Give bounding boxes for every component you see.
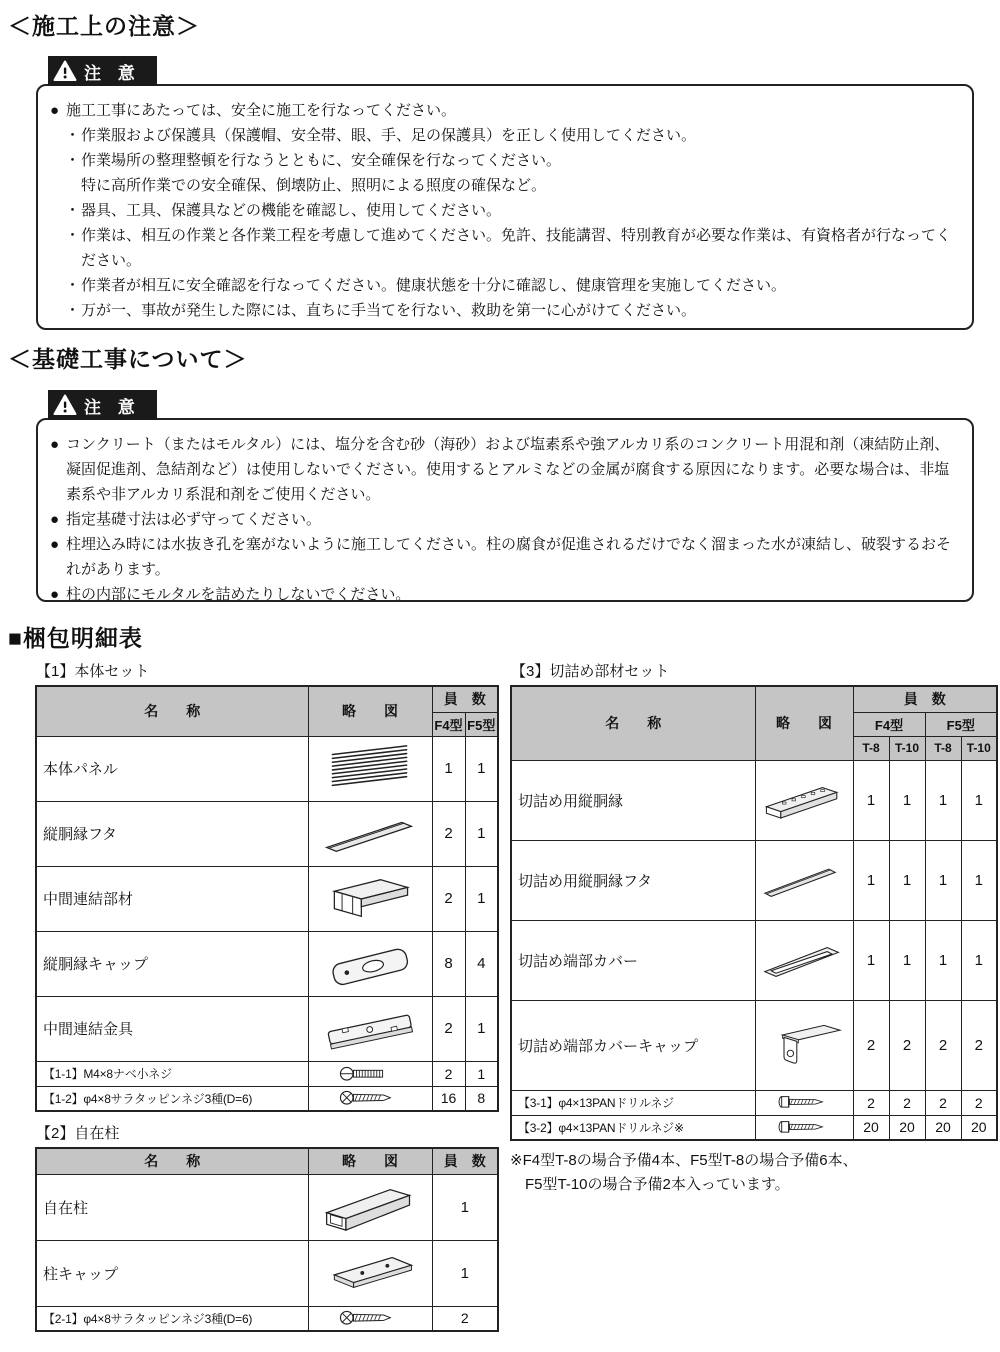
bullet-marker: ●: [50, 586, 60, 603]
footnote-line: ※F4型T-8の場合予備4本、F5型T-8の場合予備6本、: [510, 1152, 858, 1169]
qty-value: 1: [853, 920, 889, 1000]
table-row: [36, 1306, 498, 1331]
qty-value: 20: [925, 1115, 961, 1140]
col-header-size: T-10: [961, 736, 997, 760]
thin-bar-icon: [755, 840, 853, 920]
end-cover-icon: [755, 920, 853, 1000]
screw-tap-icon: [308, 1086, 432, 1111]
qty-value: 1: [465, 866, 498, 931]
col-header-qty: 員 数: [853, 686, 997, 712]
table-row: [36, 801, 498, 866]
bullet-marker: ●: [50, 511, 60, 528]
qty-value: 2: [432, 1306, 498, 1331]
col-header-model: F4型: [853, 712, 925, 736]
qty-value: 1: [925, 920, 961, 1000]
qty-value: 1: [961, 760, 997, 840]
part-name: 自在柱: [36, 1174, 308, 1240]
qty-value: 2: [432, 801, 465, 866]
qty-value: 1: [853, 840, 889, 920]
table-row: [511, 920, 997, 1000]
construction-note: 特に高所作業での安全確保、倒壊防止、照明による照度の確保など。: [81, 177, 547, 194]
col-header-name: 名 称: [36, 686, 308, 736]
construction-note: ・ 作業は、相互の作業と各作業工程を考慮して進めてください。免許、技能講習、特別教育が必要な作業は、有資格者が行なってください。: [65, 223, 956, 273]
qty-value: 1: [432, 1240, 498, 1306]
cut-set-table: [510, 685, 998, 1141]
cut-set-caption: 【3】切詰め部材セット: [511, 663, 670, 680]
part-name: 切詰め端部カバーキャップ: [511, 1000, 755, 1090]
caution-label-text: 注 意: [84, 63, 141, 83]
qty-value: 2: [961, 1000, 997, 1090]
post-caption: 【2】自在柱: [36, 1125, 120, 1142]
bullet-marker: ・: [65, 152, 81, 169]
qty-value: 2: [961, 1090, 997, 1115]
col-header-qty: 員 数: [432, 686, 498, 712]
foundation-notes: [50, 432, 956, 607]
qty-value: 20: [961, 1115, 997, 1140]
notch-bar-icon: [755, 760, 853, 840]
body-set-table: [35, 685, 499, 1112]
construction-note: ・ 器具、工具、保護具などの機能を確認し、使用してください。: [65, 198, 956, 223]
qty-value: 1: [889, 920, 925, 1000]
bullet-marker: ・: [65, 127, 81, 144]
table-row: [511, 1115, 997, 1140]
part-name: 【1-2】φ4×8サラタッピンネジ3種(D=6): [36, 1086, 308, 1111]
col-header-diagram: 略 図: [755, 686, 853, 760]
foundation-note: ● 柱の内部にモルタルを詰めたりしないでください。: [50, 582, 956, 607]
table-row: [36, 1061, 498, 1086]
qty-value: 20: [853, 1115, 889, 1140]
qty-value: 20: [889, 1115, 925, 1140]
post-cap-icon: [308, 1240, 432, 1306]
qty-value: 2: [432, 1061, 465, 1086]
body-set-caption: 【1】本体セット: [36, 663, 150, 680]
col-header-size: T-8: [925, 736, 961, 760]
part-name: 縦胴縁キャップ: [36, 931, 308, 996]
bullet-marker: ●: [50, 102, 60, 119]
qty-value: 2: [889, 1090, 925, 1115]
qty-value: 4: [465, 931, 498, 996]
warning-triangle-icon: [53, 394, 77, 416]
channel-icon: [308, 866, 432, 931]
end-cap-icon: [755, 1000, 853, 1090]
qty-value: 1: [853, 760, 889, 840]
col-header-qty: 員 数: [432, 1148, 498, 1174]
table-row: [36, 866, 498, 931]
qty-value: 2: [432, 996, 465, 1061]
qty-value: 2: [853, 1000, 889, 1090]
qty-value: 1: [961, 920, 997, 1000]
table-row: [511, 1090, 997, 1115]
construction-note: ● 施工工事にあたっては、安全に施工を行なってください。: [50, 98, 956, 123]
part-name: 切詰め端部カバー: [511, 920, 755, 1000]
post-icon: [308, 1174, 432, 1240]
part-name: 切詰め用縦胴縁フタ: [511, 840, 755, 920]
qty-value: 1: [465, 801, 498, 866]
qty-value: 1: [465, 736, 498, 801]
col-header-name: 名 称: [36, 1148, 308, 1174]
packing-right-column: [510, 660, 998, 1197]
part-name: 柱キャップ: [36, 1240, 308, 1306]
construction-notes: [50, 98, 956, 323]
part-name: 切詰め用縦胴縁: [511, 760, 755, 840]
qty-value: 2: [432, 866, 465, 931]
warning-triangle-icon: [53, 60, 77, 82]
screw-pan-icon: [308, 1061, 432, 1086]
part-name: 中間連結金具: [36, 996, 308, 1061]
cut-set-footnote: [510, 1149, 998, 1197]
table-row: [36, 931, 498, 996]
qty-value: 1: [465, 996, 498, 1061]
construction-note: ・ 作業場所の整理整頓を行なうとともに、安全確保を行なってください。: [65, 148, 956, 173]
qty-value: 2: [889, 1000, 925, 1090]
qty-value: 2: [925, 1000, 961, 1090]
qty-value: 16: [432, 1086, 465, 1111]
qty-value: 8: [432, 931, 465, 996]
bullet-marker: ・: [65, 227, 81, 244]
construction-note: ・ 作業者が相互に安全確認を行なってください。健康状態を十分に確認し、健康管理を実施してください。: [65, 273, 956, 298]
construction-note: ・ 作業服および保護具（保護帽、安全帯、眼、手、足の保護具）を正しく使用してください。: [65, 123, 956, 148]
col-header-model: F4型: [432, 712, 465, 736]
caution-label: [48, 56, 157, 86]
flat-bar-icon: [308, 801, 432, 866]
col-header-diagram: 略 図: [308, 686, 432, 736]
footnote-line: F5型T-10の場合予備2本入っています。: [510, 1176, 790, 1193]
table-row: [511, 1000, 997, 1090]
foundation-note: ● コンクリート（またはモルタル）には、塩分を含む砂（海砂）および塩素系や強アルカリ系のコンクリート用混和剤（凍結防止剤、凝固促進剤、急結剤など）は使用しないでください。使用するとアルミなどの金属が腐食する原因になります。必要な場合は、非塩素系や非アルカリ系混和剤をご使用ください。: [50, 432, 956, 507]
part-name: 中間連結部材: [36, 866, 308, 931]
qty-value: 1: [889, 840, 925, 920]
part-name: 本体パネル: [36, 736, 308, 801]
caution-label-text: 注 意: [84, 397, 141, 417]
screw-tap-icon: [308, 1306, 432, 1331]
qty-value: 8: [465, 1086, 498, 1111]
qty-value: 1: [925, 760, 961, 840]
caution-label: [48, 390, 157, 420]
part-name: 【3-2】φ4×13PANドリルネジ※: [511, 1115, 755, 1140]
part-name: 縦胴縁フタ: [36, 801, 308, 866]
post-table: [35, 1147, 499, 1332]
col-header-model: F5型: [925, 712, 997, 736]
qty-value: 1: [889, 760, 925, 840]
qty-value: 2: [925, 1090, 961, 1115]
panel-stack-icon: [308, 736, 432, 801]
screw-drill-icon: [755, 1115, 853, 1140]
bracket-plate-icon: [308, 996, 432, 1061]
section-title-foundation: ＜基礎工事について＞: [8, 346, 248, 372]
bullet-marker: ・: [65, 277, 81, 294]
col-header-diagram: 略 図: [308, 1148, 432, 1174]
bullet-marker: ・: [65, 202, 81, 219]
qty-value: 1: [925, 840, 961, 920]
part-name: 【2-1】φ4×8サラタッピンネジ3種(D=6): [36, 1306, 308, 1331]
packing-list-title: ■梱包明細表: [8, 625, 143, 651]
col-header-model: F5型: [465, 712, 498, 736]
table-row: [511, 840, 997, 920]
qty-value: 1: [432, 1174, 498, 1240]
qty-value: 2: [853, 1090, 889, 1115]
qty-value: 1: [432, 736, 465, 801]
table-row: [36, 996, 498, 1061]
packing-left-column: [35, 660, 499, 1332]
foundation-note: ● 指定基礎寸法は必ず守ってください。: [50, 507, 956, 532]
bullet-marker: ●: [50, 536, 60, 553]
section-title-construction: ＜施工上の注意＞: [8, 13, 200, 39]
part-name: 【3-1】φ4×13PANドリルネジ: [511, 1090, 755, 1115]
caution-box-construction: [36, 63, 974, 330]
qty-value: 1: [961, 840, 997, 920]
bullet-marker: ●: [50, 436, 60, 453]
table-row: [36, 1174, 498, 1240]
table-row: [511, 760, 997, 840]
caution-box-foundation: [36, 397, 974, 603]
table-row: [36, 1240, 498, 1306]
col-header-name: 名 称: [511, 686, 755, 760]
col-header-size: T-8: [853, 736, 889, 760]
qty-value: 1: [465, 1061, 498, 1086]
col-header-size: T-10: [889, 736, 925, 760]
foundation-note: ● 柱埋込み時には水抜き孔を塞がないように施工してください。柱の腐食が促進されるだけでなく溜まった水が凍結し、破裂するおそれがあります。: [50, 532, 956, 582]
part-name: 【1-1】M4×8ナベ小ネジ: [36, 1061, 308, 1086]
table-row: [36, 1086, 498, 1111]
screw-drill-icon: [755, 1090, 853, 1115]
cap-plate-icon: [308, 931, 432, 996]
construction-note: ・ 万が一、事故が発生した際には、直ちに手当てを行ない、救助を第一に心がけてください。: [65, 298, 956, 323]
table-row: [36, 736, 498, 801]
bullet-marker: ・: [65, 302, 81, 319]
